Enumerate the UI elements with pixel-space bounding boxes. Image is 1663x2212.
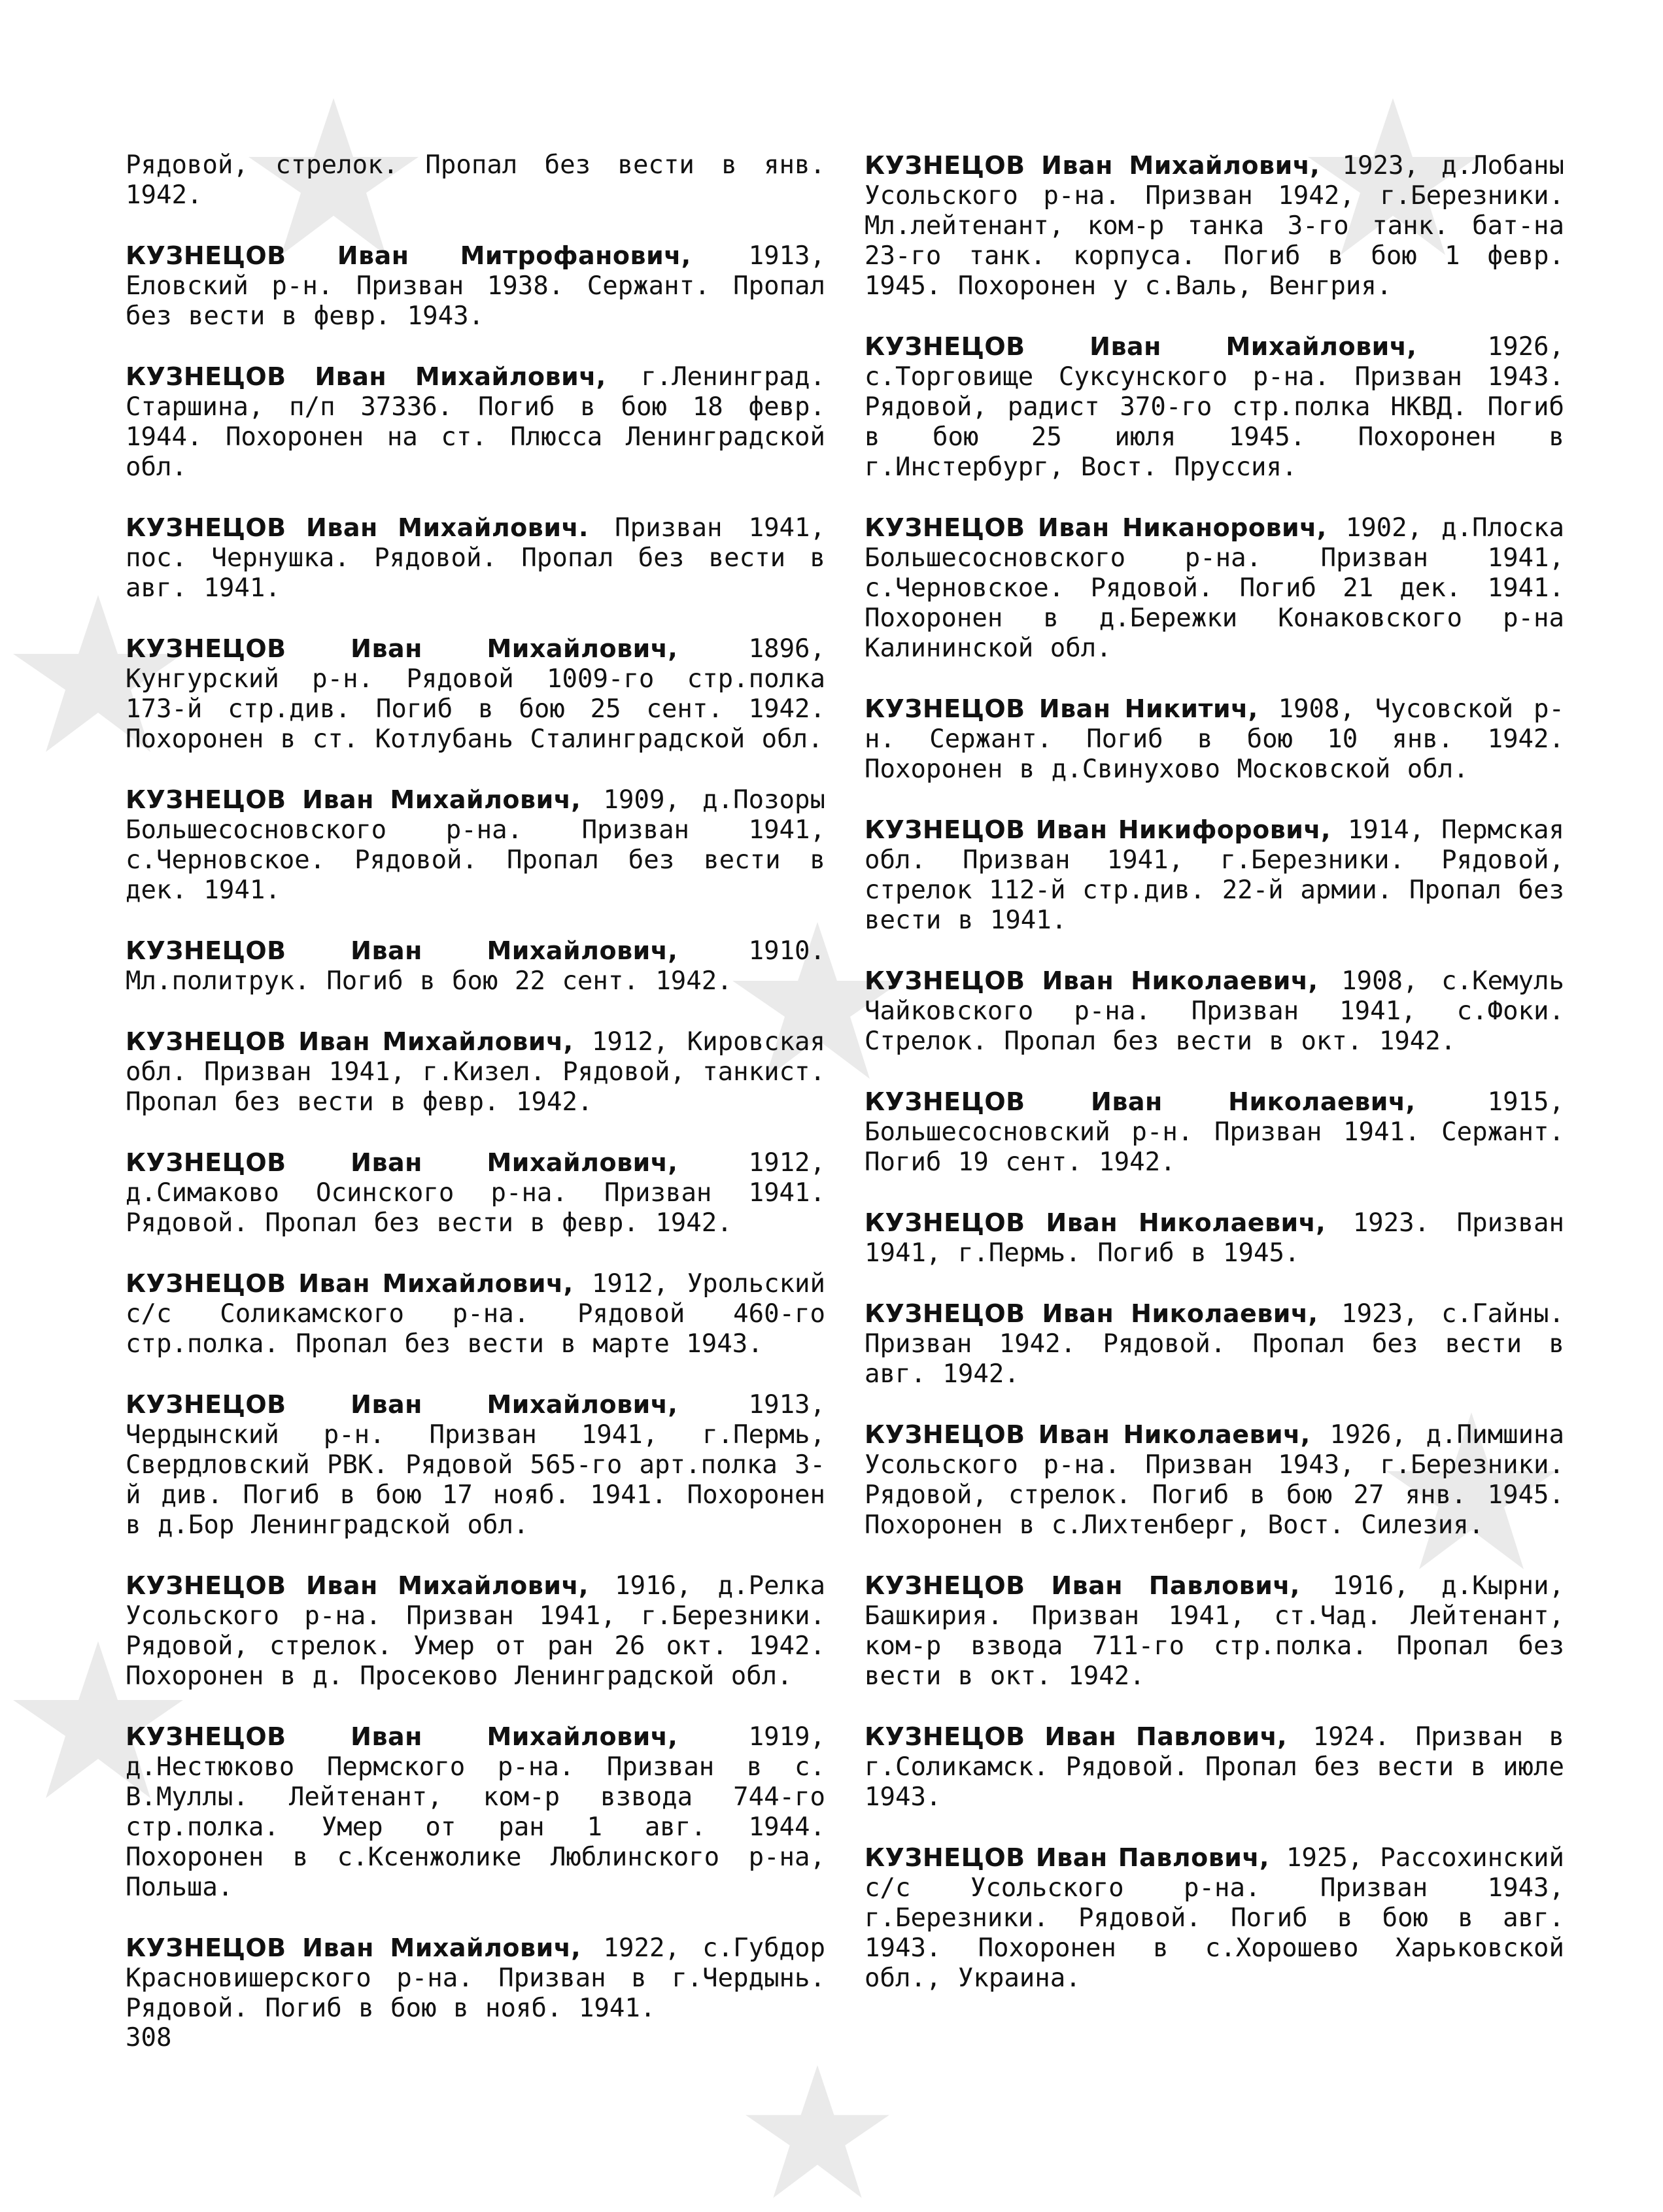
biography-entry [865,1208,1564,1268]
entry-text: 1908, Чусовской р-н. Сержант. Погиб в бою 10 янв. 1942. Похоронен в д.Свинухово Московской обл. [865,694,1565,784]
entry-text: г.Ленинград. Старшина, п/п 37336. Погиб в бою 18 февр. 1944. Похоронен на ст. Плюсса Ленинградской обл. [126,362,825,482]
person-name: КУЗНЕЦОВ Иван Павлович, [865,1722,1288,1751]
biography-entry [126,362,825,483]
entry-text: 1910. Мл.политрук. Погиб в бою 22 сент. 1942. [126,936,826,996]
entry-text: 1919, д.Нестюково Пермского р-на. Призван в с. В.Муллы. Лейтенант, ком-р взвода 744-го стр.полка. Умер от ран 1 авг. 1944. Похоронен в с.Ксенжолике Люблинского р-на, Польша. [126,1722,826,1902]
biography-entry [126,513,825,604]
biography-entry [865,1299,1564,1389]
biography-entry [865,1087,1564,1178]
person-name: КУЗНЕЦОВ Иван Николаевич, [865,1299,1318,1328]
entry-text: 1902, д.Плоска Большесосновского р-на. Призван 1941, с.Черновское. Рядовой. Погиб 21 дек. 1941. Похоронен в д.Бережки Конаковского р-на Калининской обл. [865,513,1564,663]
biography-entry [126,785,825,906]
biography-entry [865,332,1564,483]
biography-entry [865,1843,1564,1994]
person-name: КУЗНЕЦОВ Иван Михайлович, [126,1269,574,1298]
person-name: КУЗНЕЦОВ Иван Михайлович, [126,1148,678,1177]
biography-entry [126,1722,825,1903]
person-name: КУЗНЕЦОВ Иван Михайлович, [126,936,678,965]
entry-text: 1922, с.Губдор Красновишерского р-на. Призван в г.Чердынь. Рядовой. Погиб в бою в нояб. 1941. [126,1933,825,2023]
person-name: КУЗНЕЦОВ Иван Михайлович, [126,1027,574,1056]
biography-entry [865,150,1564,301]
biography-entry [865,1571,1564,1692]
biography-entry [865,513,1564,664]
entry-text: 1908, с.Кемуль Чайковского р-на. Призван 1941, с.Фоки. Стрелок. Пропал без вести в окт. 1942. [865,966,1564,1056]
person-name: КУЗНЕЦОВ Иван Никитич, [865,694,1258,723]
biography-entry [865,694,1564,785]
entry-text: 1913, Еловский р-н. Призван 1938. Сержант. Пропал без вести в февр. 1943. [126,241,825,331]
person-name: КУЗНЕЦОВ Иван Николаевич, [865,966,1318,995]
biography-entry [126,150,825,211]
person-name: КУЗНЕЦОВ Иван Михайлович, [126,1571,589,1600]
person-name: КУЗНЕЦОВ Иван Никанорович, [865,513,1327,542]
biography-entry [126,241,825,332]
biography-entry [865,1722,1564,1812]
entry-text: 1925, Рассохинский с/с Усольского р-на. Призван 1943, г.Березники. Рядовой. Погиб в бою в авг. 1943. Похоронен в с.Хорошево Харьковской обл., Украина. [865,1843,1564,1993]
entry-text: 1912, Урольский с/с Соликамского р-на. Рядовой 460-го стр.полка. Пропал без вести в марте 1943. [126,1269,826,1359]
right-column [865,150,1564,2024]
entry-text: 1924. Призван в г.Соликамск. Рядовой. Пропал без вести в июле 1943. [865,1722,1564,1812]
watermark-stamp [719,2060,916,2203]
entry-text: 1912, д.Симаково Осинского р-на. Призван 1941. Рядовой. Пропал без вести в февр. 1942. [126,1148,826,1238]
person-name: КУЗНЕЦОВ Иван Михайлович, [865,151,1320,180]
person-name: КУЗНЕЦОВ Иван Павлович, [865,1843,1269,1872]
entry-text: Рядовой, стрелок. Пропал без вести в янв. 1942. [126,150,825,210]
person-name: КУЗНЕЦОВ Иван Михайлович, [126,1390,678,1419]
entry-text: 1923, с.Гайны. Призван 1942. Рядовой. Пропал без вести в авг. 1942. [865,1299,1564,1389]
biography-entry [865,966,1564,1057]
biography-entry [126,634,825,755]
entry-text: 1926, д.Пимшина Усольского р-на. Призван 1943, г.Березники. Рядовой, стрелок. Погиб в бою 27 янв. 1945. Похоронен в с.Лихтенберг, Вост. Силезия. [865,1420,1564,1540]
person-name: КУЗНЕЦОВ Иван Михайлович, [126,1933,581,1962]
biography-entry [126,1389,825,1540]
person-name: КУЗНЕЦОВ Иван Николаевич, [865,1208,1326,1237]
entry-text: Призван 1941, пос. Чернушка. Рядовой. Пропал без вести в авг. 1941. [126,513,825,603]
entry-text: 1915, Большесосновский р-н. Призван 1941. Сержант. Погиб 19 сент. 1942. [865,1087,1564,1177]
entry-text: 1916, д.Релка Усольского р-на. Призван 1941, г.Березники. Рядовой, стрелок. Умер от ран 26 окт. 1942. Похоронен в д. Просеково Ленинградской обл. [126,1571,825,1691]
biography-entry [126,1571,825,1692]
person-name: КУЗНЕЦОВ Иван Михайлович. [126,513,589,542]
biography-entry [126,1027,825,1117]
entry-text: 1916, д.Кырни, Башкирия. Призван 1941, ст.Чад. Лейтенант, ком-р взвода 711-го стр.полка. Пропал без вести в окт. 1942. [865,1571,1564,1691]
entry-text: 1912, Кировская обл. Призван 1941, г.Кизел. Рядовой, танкист. Пропал без вести в февр. 1942. [126,1027,826,1117]
entry-text: 1923, д.Лобаны Усольского р-на. Призван 1942, г.Березники. Мл.лейтенант, ком-р танка 3-го танк. бат-на 23-го танк. корпуса. Погиб в бою 1 февр. 1945. Похоронен у с.Валь, Венгрия. [865,151,1564,301]
entry-text: 1909, д.Позоры Большесосновского р-на. Призван 1941, с.Черновское. Рядовой. Пропал без вести в дек. 1941. [126,785,825,905]
biography-entry [126,1268,825,1359]
entry-text: 1914, Пермская обл. Призван 1941, г.Березники. Рядовой, стрелок 112-й стр.див. 22-й армии. Пропал без вести в 1941. [865,815,1564,935]
biography-entry [126,1933,825,2024]
person-name: КУЗНЕЦОВ Иван Никифорович, [865,815,1331,844]
person-name: КУЗНЕЦОВ Иван Митрофанович, [126,241,691,270]
person-name: КУЗНЕЦОВ Иван Николаевич, [865,1087,1416,1116]
person-name: КУЗНЕЦОВ Иван Михайлович, [126,362,606,391]
entry-text: 1923. Призван 1941, г.Пермь. Погиб в 1945. [865,1208,1564,1268]
person-name: КУЗНЕЦОВ Иван Михайлович, [126,1722,678,1751]
left-column [126,150,825,2054]
page-number: 308 [126,2023,172,2052]
biography-entry [865,815,1564,936]
biography-entry [126,1148,825,1238]
person-name: КУЗНЕЦОВ Иван Михайлович, [126,634,678,663]
entry-text: 1913, Чердынский р-н. Призван 1941, г.Пермь, Свердловский РВК. Рядовой 565-го арт.полка 3-й див. Погиб в бою 17 нояб. 1941. Похоронен в д.Бор Ленинградской обл. [126,1390,826,1540]
biography-entry [865,1420,1564,1540]
entry-text: 1896, Кунгурский р-н. Рядовой 1009-го стр.полка 173-й стр.див. Погиб в бою 25 сент. 1942. Похоронен в ст. Котлубань Сталинградской обл. [126,634,826,754]
entry-text: 1926, с.Торговище Суксунского р-на. Призван 1943. Рядовой, радист 370-го стр.полка НКВД. Погиб в бою 25 июля 1945. Похоронен в г.Инстербург, Вост. Пруссия. [865,332,1565,482]
person-name: КУЗНЕЦОВ Иван Николаевич, [865,1420,1311,1449]
biography-entry [126,936,825,996]
person-name: КУЗНЕЦОВ Иван Павлович, [865,1571,1300,1600]
person-name: КУЗНЕЦОВ Иван Михайлович, [865,332,1417,361]
person-name: КУЗНЕЦОВ Иван Михайлович, [126,785,581,814]
